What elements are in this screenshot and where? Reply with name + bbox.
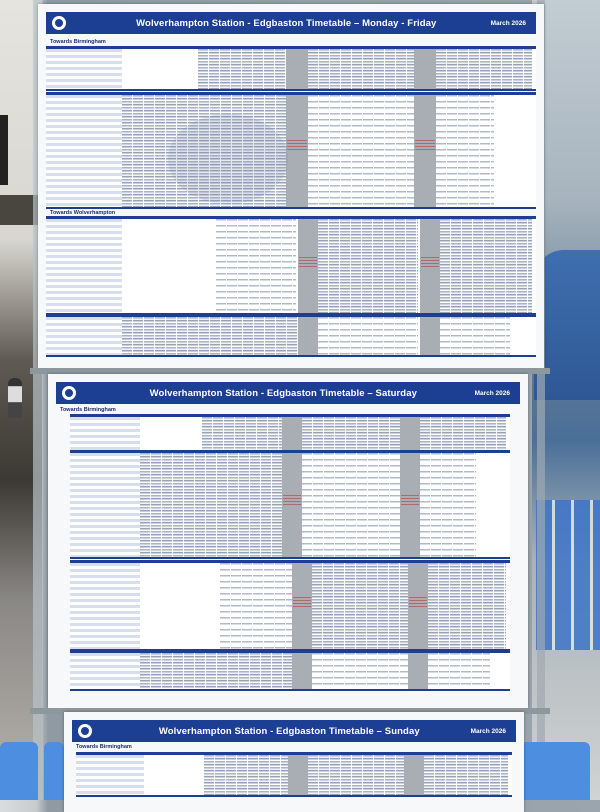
- bench-block-left: [0, 742, 38, 800]
- timetable-block: [46, 92, 536, 209]
- timetable-block: [70, 650, 510, 691]
- building-window: [0, 115, 8, 185]
- glass-reflection: [168, 114, 288, 204]
- direction-label: Towards Birmingham: [76, 744, 132, 750]
- poster-date: March 2026: [470, 727, 506, 735]
- bench-block-left-2: [44, 742, 64, 800]
- poster-header: [72, 720, 516, 742]
- direction-label: Towards Birmingham: [60, 407, 116, 413]
- metro-logo-icon: [78, 723, 108, 739]
- poster-header: [56, 382, 520, 404]
- timetable-block: [46, 216, 536, 315]
- direction-label: Towards Birmingham: [50, 39, 106, 45]
- poster-title: Wolverhampton Station - Edgbaston Timetable – Monday - Friday: [136, 17, 437, 29]
- metro-logo-icon: [52, 15, 82, 31]
- timetable-poster-sunday: [64, 712, 524, 812]
- pedestrian: [8, 378, 22, 418]
- poster-title: Wolverhampton Station - Edgbaston Timetable – Sunday: [158, 725, 420, 737]
- timetable-poster-saturday: [48, 374, 528, 708]
- timetable-block: [46, 314, 536, 357]
- poster-date: March 2026: [490, 19, 526, 27]
- bench-block-right: [520, 742, 590, 800]
- timetable-poster-weekday: [38, 4, 544, 368]
- direction-label: Towards Wolverhampton: [50, 210, 116, 216]
- timetable-block: [46, 46, 536, 91]
- metro-logo-icon: [62, 385, 92, 401]
- timetable-block: [70, 560, 510, 651]
- poster-date: March 2026: [474, 389, 510, 397]
- timetable-block: [70, 414, 510, 453]
- poster-title: Wolverhampton Station - Edgbaston Timetable – Saturday: [149, 387, 417, 399]
- timetable-block: [70, 450, 510, 559]
- timetable-block: [76, 752, 512, 797]
- poster-header: [46, 12, 536, 34]
- blue-tiled-wall: [536, 500, 600, 650]
